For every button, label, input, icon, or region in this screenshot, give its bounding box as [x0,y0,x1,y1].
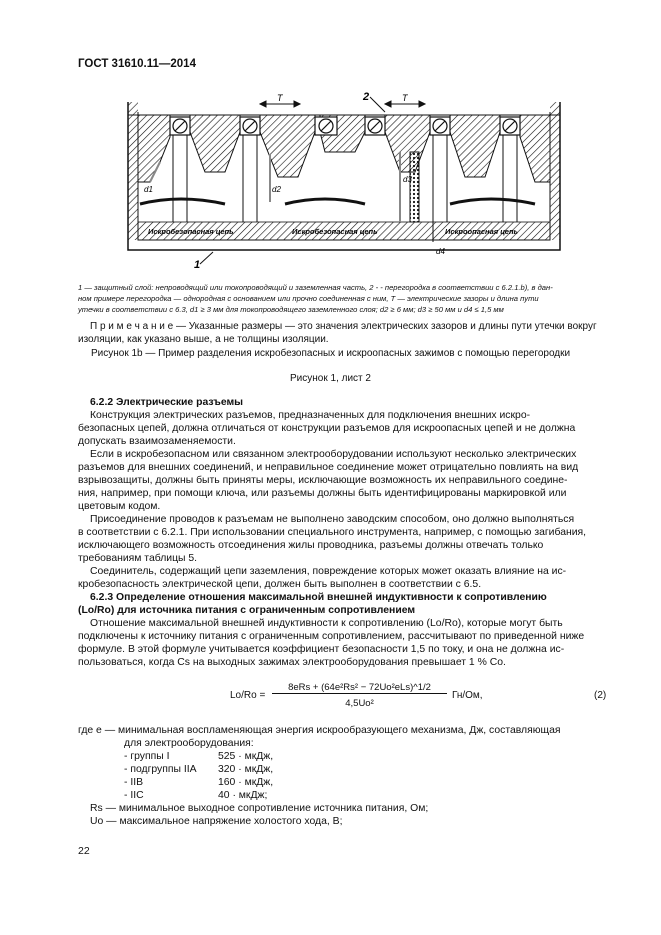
group-name: - подгруппы IIA [124,764,197,775]
document-header: ГОСТ 31610.11—2014 [78,58,196,70]
label-t-right: T [402,93,408,103]
group-row [124,776,610,789]
paragraph [78,513,610,565]
figure-sheet: Рисунок 1, лист 2 [290,373,371,384]
section-6-2-2 [78,396,610,669]
text-line: формуле. В этой формуле учитывается коэффициент безопасности 1,5 по току, и она не должна ис- [78,644,565,655]
formula-lhs: Lo/Ro = [230,690,266,701]
text-line: в соответствии с 6.2.1. При использовании специального инструмента, например, с помощью загибания, [78,527,587,538]
formula-denominator: 4,5Uo² [345,698,374,709]
group-name: - группы I [124,751,170,762]
text-line: безопасных цепей, должна отличаться от конструкции разъемов для искроопасных цепей и не должна [78,423,576,434]
label-circuit-1: Искробезопасная цепь [148,227,234,236]
text-line: подключены к источнику питания с ограниченным сопротивлением, рассчитывают по приведенной ниже [78,631,585,642]
legend-line: 1 — защитный слой: непроводящий или токопроводящий и заземленная часть, 2 - - перегородка в соответствии с 6.2.1.b), в дан- [78,283,553,292]
text-line: Если в искробезопасном или связанном электрооборудовании используют несколько электрических [90,449,577,460]
group-energy: 525 · мкДж, [218,751,274,762]
definition-uo: Uo — максимальное напряжение холостого хода, В; [90,816,343,827]
label-num1: 1 [194,259,201,271]
section-heading: 6.2.3 Определение отношения максимальной внешней индуктивности к сопротивлению [90,592,547,603]
group-row [124,763,610,776]
label-circuit-3: Искроопасная цепь [445,227,519,236]
text-line: цветовым кодом. [78,501,161,512]
figure-note [78,320,610,346]
group-list [78,750,610,802]
formula-2 [78,680,610,716]
section-heading: 6.2.2 Электрические разъемы [90,397,244,408]
text-line: Присоединение проводов к разъемам не выполнено заводским способом, оно должно выполняться [90,514,575,525]
definition-e: где e — минимальная воспламеняющая энергия искрообразующего механизма, Дж, составляющая [78,725,561,736]
legend-line: утечки в соответствии с 6.3, d1 ≥ 3 мм для токопроводящего заземленного слоя; d2 ≥ 6 мм; d3 ≥ 50 мм и d4 ≤ 1,5 мм [78,305,504,314]
formula-unit: Гн/Ом, [452,690,483,701]
label-circuit-2: Искробезопасная цепь [292,227,378,236]
text-line: Конструкция электрических разъемов, предназначенных для подключения внешних искро- [90,410,531,421]
text-line: пользоваться, когда Cs на выходных зажимах электрооборудования превышает 1 % Co. [78,657,506,668]
label-d3: d3 [403,175,412,184]
definition-rs: Rs — минимальное выходное сопротивление источника питания, Ом; [90,803,429,814]
figure-title: Рисунок 1b — Пример разделения искробезопасных и искроопасных зажимов с помощью перегородки [91,348,571,359]
paragraph [78,565,610,591]
formula-number: (2) [594,690,607,701]
note-text: — Указанные размеры — это значения электрических зазоров и длины пути утечки вокруг [173,321,597,332]
label-num2: 2 [363,92,370,103]
figure-legend [78,282,610,315]
paragraph [78,448,610,513]
text-line: Отношение максимальной внешней индуктивности к сопротивлению (Lo/Ro), которые могут быть [90,618,563,629]
note-label: П р и м е ч а н и е [90,321,174,332]
label-t-left: T [277,93,283,103]
formula-numerator: 8eRs + (64e²Rs² − 72Uo²eLs)^1/2 [272,682,447,694]
text-line: кробезопасность электрической цепи, должен быть выполнен в соответствии с 6.5. [78,579,482,590]
group-name: - IIC [124,790,144,801]
text-line: взрывозащиты, должны быть приняты меры, исключающие возможность их неправильного соедине- [78,475,568,486]
label-d4: d4 [436,247,445,256]
text-line: разъемов для внешних соединений, и неправильное соединение может отрицательно повлиять на вид [78,462,579,473]
paragraph [78,409,610,448]
text-line: исключающего возможность отсоединения жилы проводника, разъемы должны отвечать только [78,540,544,551]
legend-line: ном примере перегородка — однородная с основанием или прочно соединенная с ним, T — электрические зазоры и длина пути [78,294,539,303]
note-text: изоляции, как указано выше, а не толщины изоляции. [78,334,329,345]
label-d2: d2 [272,185,281,194]
text-line: требованиям таблицы 5. [78,553,198,564]
definition-e-cont: для электрооборудования: [124,738,254,749]
group-row [124,750,610,763]
text-line: ния, например, при помощи ключа, или разъемы должны быть идентифицированы маркировкой или [78,488,567,499]
label-d1: d1 [144,185,153,194]
text-line: допускать взаимозаменяемости. [78,436,236,447]
text-line: Соединитель, содержащий цепи заземления, повреждение которых может оказать влияние на ис- [90,566,567,577]
page-number: 22 [78,845,90,857]
group-energy: 40 · мкДж; [218,790,268,801]
terminal-separation-figure [120,92,575,272]
paragraph [78,617,610,669]
formula-definitions [78,724,610,828]
group-name: - IIB [124,777,144,788]
section-heading: (Lo/Ro) для источника питания с ограниченным сопротивлением [78,605,416,616]
group-energy: 320 · мкДж, [218,764,274,775]
group-energy: 160 · мкДж, [218,777,274,788]
group-row [124,789,610,802]
